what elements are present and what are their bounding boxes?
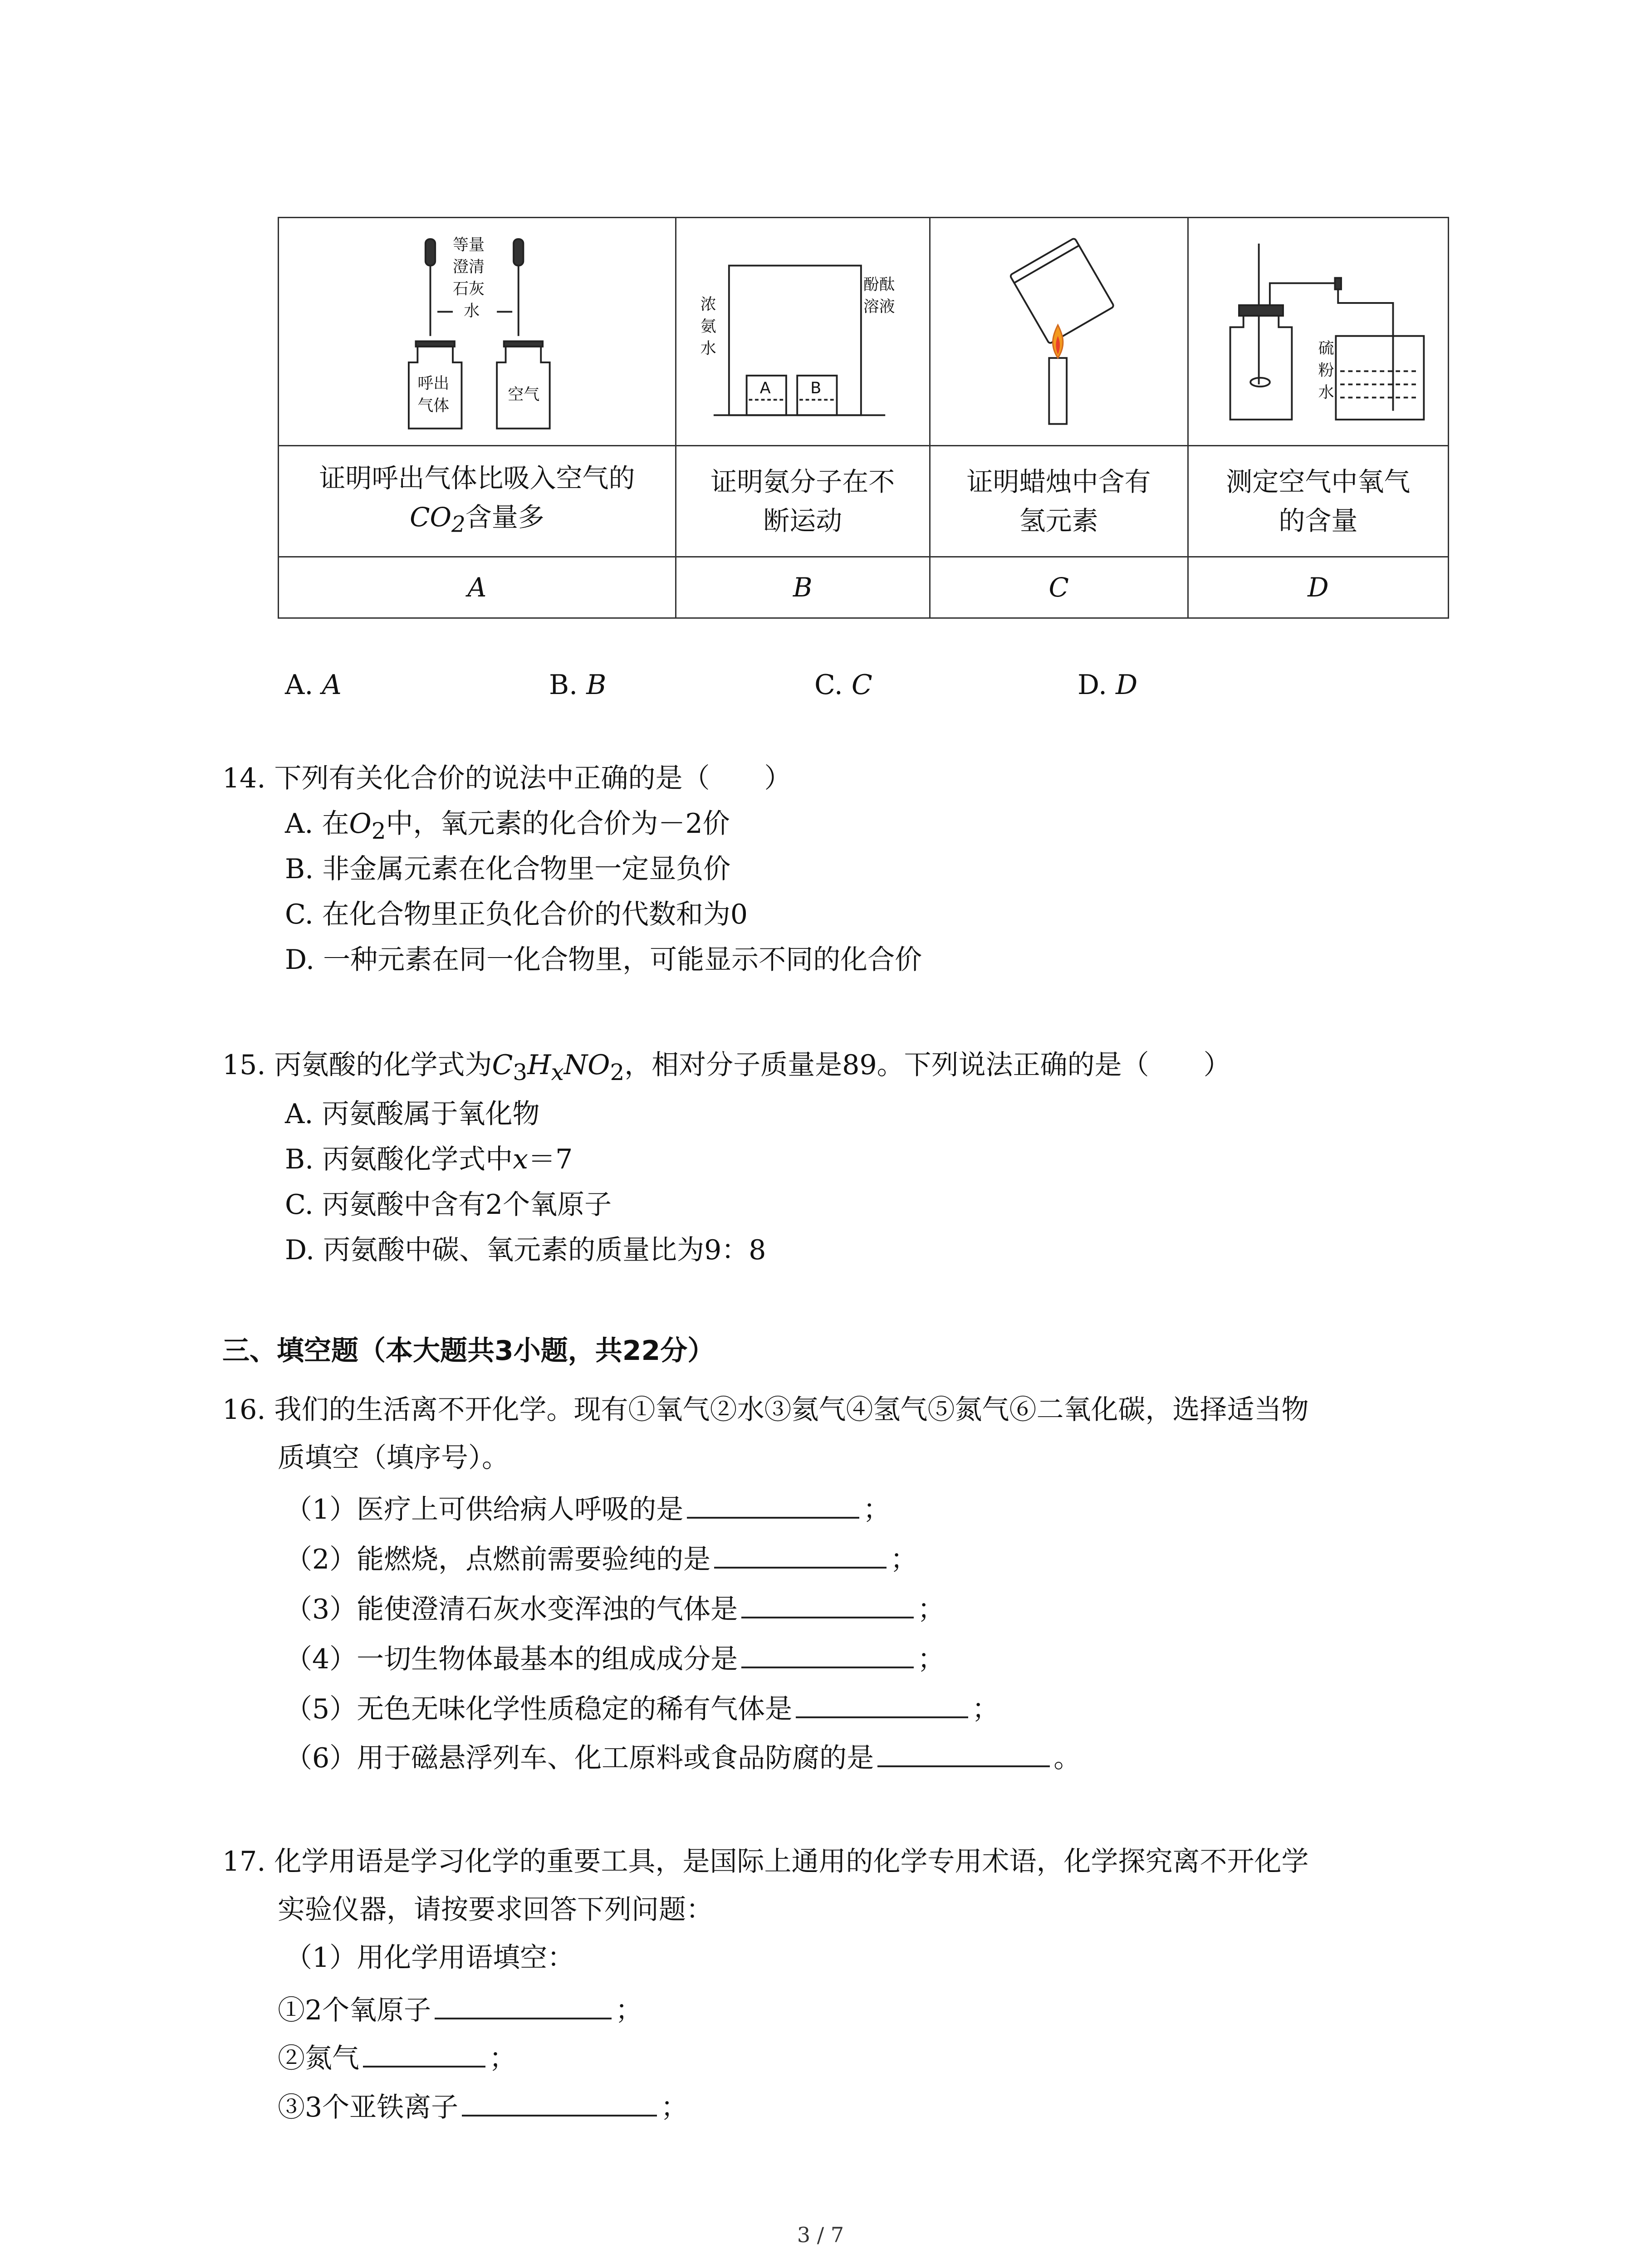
description-b: 证明氨分子在不 断运动 — [676, 446, 930, 557]
answer-blank[interactable] — [796, 1688, 968, 1718]
q16-stem-line2: 质填空（填序号）。 — [278, 1442, 509, 1474]
q15-option-c[interactable]: C. 丙氨酸中含有2个氧原子 — [285, 1189, 612, 1221]
description-d: 测定空气中氧气 的含量 — [1188, 446, 1448, 557]
fig-a-label-2: 澄清 — [453, 258, 485, 276]
figure-cell-d — [1188, 218, 1448, 446]
q17-stem-line2: 实验仪器，请按要求回答下列问题： — [278, 1894, 713, 1926]
description-c: 证明蜡烛中含有 氢元素 — [930, 446, 1188, 557]
q13-option-b[interactable]: B. B — [549, 669, 607, 701]
fig-b-label-1: 浓 — [700, 295, 716, 314]
q16-item-3: （3）能使澄清石灰水变浑浊的气体是 ； — [285, 1589, 945, 1628]
answer-blank[interactable] — [741, 1589, 914, 1618]
figure-c-candle-beaker — [937, 223, 1181, 440]
experiment-table — [278, 217, 1449, 619]
q17-item-3: ③3个亚铁离子 ； — [278, 2087, 688, 2126]
q14-option-b[interactable]: B. 非金属元素在化合物里一定显负价 — [285, 853, 731, 885]
fig-d-label-1: 硫 — [1318, 339, 1334, 358]
q17-stem-line1: 17. 化学用语是学习化学的重要工具，是国际上通用的化学专用术语，化学探究离不开化学 — [222, 1846, 1309, 1877]
q13-option-a[interactable]: A. A — [285, 669, 342, 701]
answer-blank[interactable] — [363, 2038, 485, 2068]
q16-item-6: （6）用于磁悬浮列车、化工原料或食品防腐的是 。 — [285, 1737, 1081, 1776]
figure-cell-b — [676, 218, 930, 446]
q16-item-4: （4）一切生物体最基本的组成成分是 ； — [285, 1638, 945, 1677]
fig-d-label-3: 水 — [1318, 383, 1334, 402]
q15-option-a[interactable]: A. 丙氨酸属于氧化物 — [285, 1098, 540, 1130]
q15-stem: 15. 丙氨酸的化学式为$C_3H_xNO_2$，相对分子质量是89。下列说法正确的是（ ） — [222, 1049, 1231, 1085]
fig-b-label-5: 溶液 — [863, 298, 895, 316]
answer-blank[interactable] — [714, 1539, 887, 1569]
fig-b-label-b: B — [810, 379, 822, 397]
figure-a-droppers-bottles — [285, 223, 669, 440]
fig-a-label-1: 等量 — [453, 236, 485, 254]
description-row — [279, 446, 1449, 557]
q15-option-b[interactable]: B. 丙氨酸化学式中x＝7 — [285, 1144, 573, 1175]
q16-stem-line1: 16. 我们的生活离不开化学。现有①氧气②水③氦气④氢气⑤氮气⑥二氧化碳，选择适当物 — [222, 1394, 1309, 1426]
page-number: 3 / 7 — [797, 2223, 844, 2247]
fig-a-label-4: 水 — [464, 302, 480, 321]
fig-a-label-5: 呼出 — [417, 375, 450, 393]
fig-a-label-3: 石灰 — [453, 280, 485, 298]
q17-item-1: ①2个氧原子 ； — [278, 1989, 642, 2028]
description-a: 证明呼出气体比吸入空气的 $CO_2$含量多 — [279, 446, 676, 557]
letter-c: C — [930, 557, 1188, 618]
fig-b-label-4: 酚酞 — [863, 275, 895, 294]
fig-d-label-2: 粉 — [1318, 361, 1334, 380]
answer-blank[interactable] — [687, 1489, 859, 1519]
section-title: 三、填空题（本大题共3小题，共22分） — [222, 1335, 715, 1367]
q15-option-d[interactable]: D. 丙氨酸中碳、氧元素的质量比为9：8 — [285, 1234, 766, 1266]
q17-sub-1: （1）用化学用语填空： — [285, 1942, 575, 1974]
q16-item-5: （5）无色无味化学性质稳定的稀有气体是 ； — [285, 1688, 999, 1727]
q14-option-c[interactable]: C. 在化合物里正负化合价的代数和为0 — [285, 899, 748, 930]
letter-b: B — [676, 557, 930, 618]
q13-option-c[interactable]: C. C — [814, 669, 872, 701]
fig-b-label-a: A — [759, 379, 771, 397]
q14-option-a[interactable]: A. 在$O_2$中，氧元素的化合价为－2价 — [285, 808, 730, 844]
figure-cell-c — [930, 218, 1188, 446]
figure-cell-a — [279, 218, 676, 446]
answer-blank[interactable] — [462, 2087, 657, 2116]
figure-b-beaker-ammonia — [683, 223, 923, 440]
fig-b-label-2: 氨 — [700, 318, 716, 336]
q16-item-2: （2）能燃烧，点燃前需要验纯的是 ； — [285, 1539, 917, 1578]
letter-d: D — [1188, 557, 1448, 618]
q14-option-d[interactable]: D. 一种元素在同一化合物里，可能显示不同的化合价 — [285, 944, 922, 976]
q16-item-1: （1）医疗上可供给病人呼吸的是 ； — [285, 1489, 890, 1528]
figure-d-sulfur-bottle — [1195, 223, 1441, 440]
fig-b-label-3: 水 — [700, 339, 716, 358]
figure-row — [279, 218, 1449, 446]
q13-option-d[interactable]: D. D — [1078, 669, 1138, 701]
answer-blank[interactable] — [741, 1638, 914, 1668]
letter-a: A — [279, 557, 676, 618]
answer-blank[interactable] — [877, 1737, 1050, 1767]
q14-stem: 14. 下列有关化合价的说法中正确的是（ ） — [222, 763, 792, 794]
answer-blank[interactable] — [435, 1989, 612, 2019]
letter-row — [279, 557, 1449, 618]
fig-a-label-7: 空气 — [508, 386, 540, 404]
fig-a-label-6: 气体 — [417, 396, 450, 415]
q17-item-2: ②氮气 ； — [278, 2038, 516, 2077]
